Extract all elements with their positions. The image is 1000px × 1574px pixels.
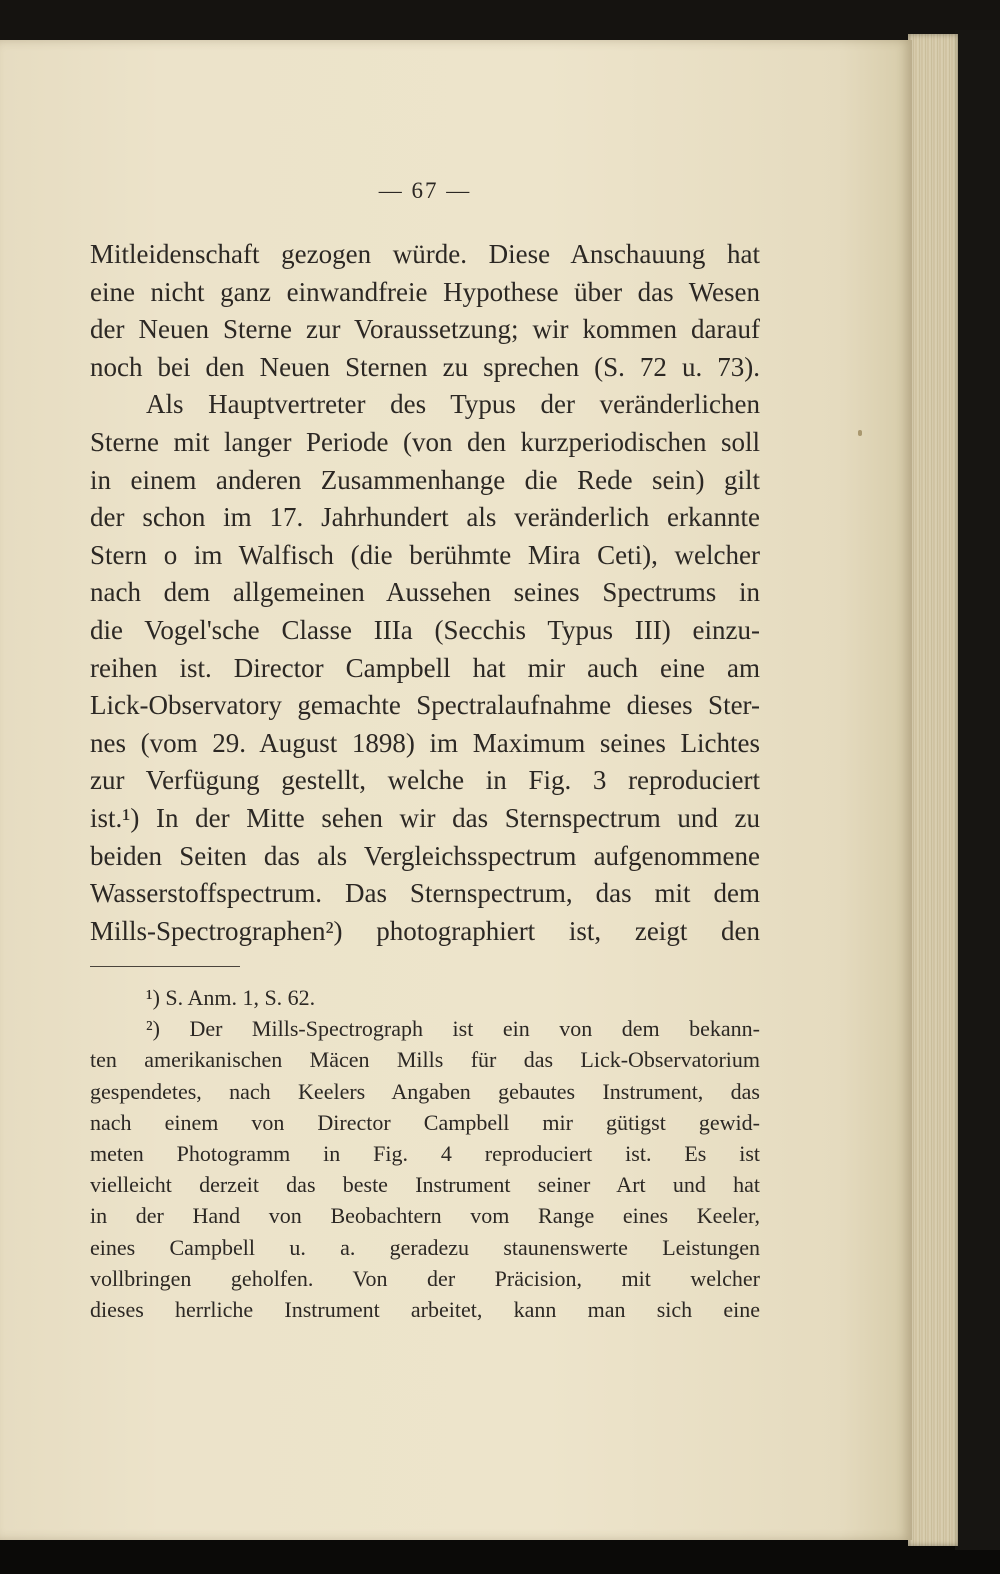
footnote-line: ²) Der Mills-Spectrograph ist ein von dem bekann- (146, 1016, 760, 1042)
footnote-line: ten amerikanischen Mäcen Mills für das Lick-Observatorium (90, 1047, 760, 1073)
body-line: der schon im 17. Jahrhundert als veränderlich erkannte (90, 502, 760, 533)
body-line: nes (vom 29. August 1898) im Maximum seines Lichtes (90, 727, 760, 758)
body-line: Lick-Observatory gemachte Spectralaufnahme dieses Ster- (90, 690, 760, 721)
body-line: nach dem allgemeinen Aussehen seines Spectrums in (90, 577, 760, 608)
body-line: der Neuen Sterne zur Voraussetzung; wir kommen darauf (90, 314, 760, 345)
page-edges (908, 34, 958, 1546)
book-cover-edge (955, 30, 1000, 1550)
body-line: Wasserstoffspectrum. Das Sternspectrum, das mit dem (90, 878, 760, 909)
footnote-line: dieses herrliche Instrument arbeitet, kann man sich eine (90, 1297, 760, 1323)
body-line: zur Verfügung gestellt, welche in Fig. 3 reproduciert (90, 765, 760, 796)
page-number: — 67 — (378, 178, 472, 203)
body-line: Stern o im Walfisch (die berühmte Mira Ceti), welcher (90, 539, 760, 570)
footnote-line: meten Photogramm in Fig. 4 reproduciert ist. Es ist (90, 1141, 760, 1167)
footnote-line: eines Campbell u. a. geradezu staunenswerte Leistungen (90, 1234, 760, 1260)
body-line: noch bei den Neuen Sternen zu sprechen (S. 72 u. 73). (90, 351, 760, 382)
footnote-line: vollbringen geholfen. Von der Präcision, mit welcher (90, 1265, 760, 1291)
body-line: reihen ist. Director Campbell hat mir auch eine am (90, 652, 760, 683)
body-line: Mitleidenschaft gezogen würde. Diese Anschauung hat (90, 239, 760, 269)
paper-speck (858, 430, 862, 436)
footnote-line: in der Hand von Beobachtern vom Range eines Keeler, (90, 1203, 760, 1229)
body-line: Als Hauptvertreter des Typus der veränderlichen (146, 389, 760, 420)
body-line: die Vogel'sche Classe IIIa (Secchis Typus III) einzu- (90, 614, 760, 645)
footnote-line: vielleicht derzeit das beste Instrument seiner Art und hat (90, 1172, 760, 1198)
body-text (90, 236, 760, 950)
body-line: Mills-Spectrographen²) photographiert ist, zeigt den (90, 915, 760, 946)
body-line: eine nicht ganz einwandfreie Hypothese über das Wesen (90, 276, 760, 307)
footnote-line: ¹) S. Anm. 1, S. 62. (146, 985, 316, 1010)
book-page (0, 40, 912, 1540)
footnotes (90, 982, 760, 1325)
body-line: beiden Seiten das als Vergleichsspectrum aufgenommene (90, 840, 760, 871)
body-line: in einem anderen Zusammenhange die Rede sein) gilt (90, 464, 760, 495)
footnote-line: gespendetes, nach Keelers Angaben gebautes Instrument, das (90, 1078, 760, 1104)
body-line: Sterne mit langer Periode (von den kurzperiodischen soll (90, 426, 760, 457)
footnote-line: nach einem von Director Campbell mir gütigst gewid- (90, 1109, 760, 1135)
body-line: ist.¹) In der Mitte sehen wir das Sternspectrum und zu (90, 802, 760, 833)
footnote-rule (90, 966, 240, 967)
